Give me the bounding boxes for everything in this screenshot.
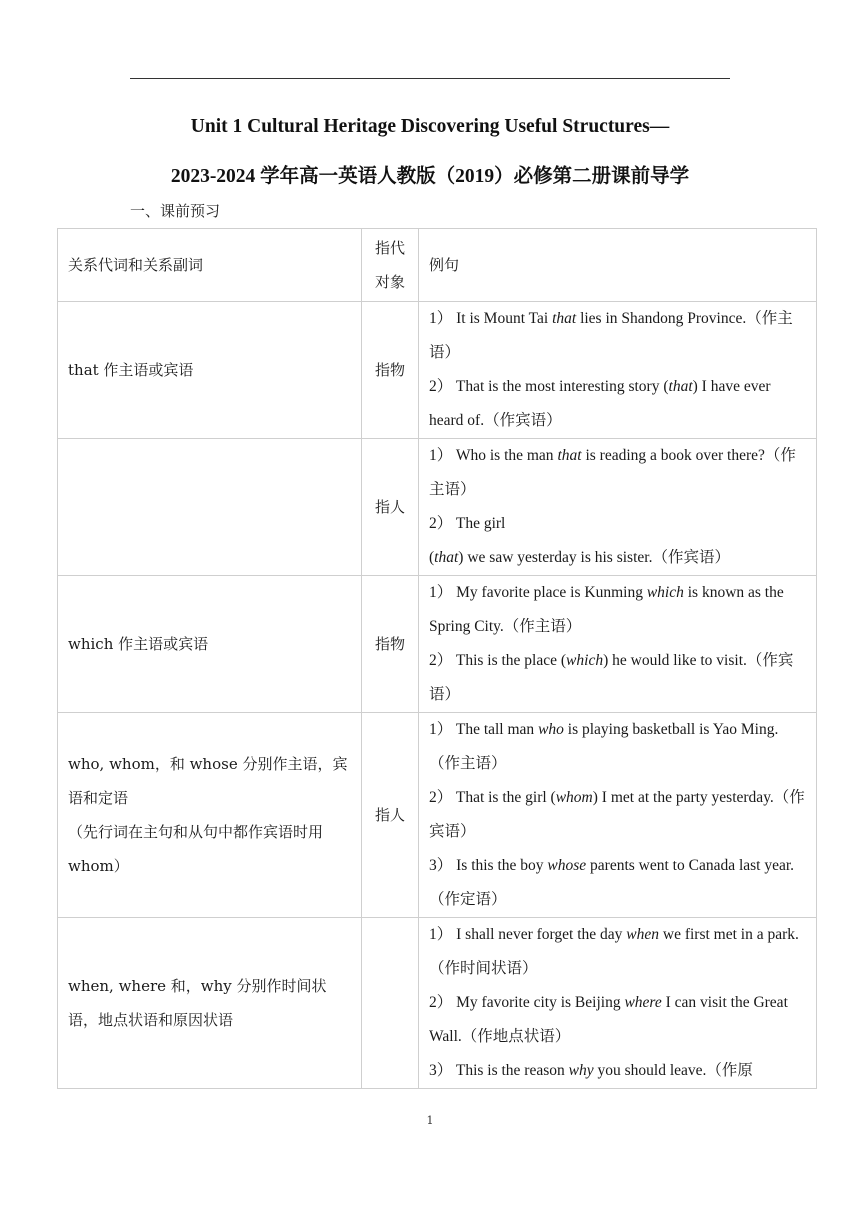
ref-cell: 指人 [362, 713, 419, 918]
header-cell-ref [362, 229, 419, 302]
word-cell: that 作主语或宾语 [58, 302, 362, 439]
example-cell [419, 918, 817, 1089]
header-cell-word: 关系代词和关系副词 [58, 229, 362, 302]
example-sentence: 1） Who is the man that is reading a book over there?（作主语） [429, 447, 796, 498]
example-sentence: 2） That is the girl (whom) I met at the party yesterday.（作宾语） [429, 789, 805, 840]
example-sentence: 2） That is the most interesting story (that) I have ever heard of.（作宾语） [429, 378, 771, 429]
example-sentence: 3） This is the reason why you should leave.（作原 [429, 1062, 753, 1079]
example-sentence: 1） I shall never forget the day when we first met in a park.（作时间状语） [429, 926, 799, 977]
example-cell [419, 576, 817, 713]
page-number: 1 [426, 1114, 434, 1127]
table-row [58, 439, 817, 576]
ref-cell: 指人 [362, 439, 419, 576]
example-cell [419, 713, 817, 918]
example-sentence: 2） My favorite city is Beijing where I can visit the Great Wall.（作地点状语） [429, 994, 788, 1045]
word-cell-note: （先行词在主句和从句中都作宾语时用 whom） [68, 823, 324, 875]
ref-cell: 指物 [362, 576, 419, 713]
example-sentence: 1） It is Mount Tai that lies in Shandong Province.（作主语） [429, 310, 793, 361]
table-header-row [58, 229, 817, 302]
table-row [58, 918, 817, 1089]
document-title-line-2: 2023-2024 学年高一英语人教版（2019）必修第二册课前导学 [170, 166, 690, 187]
word-cell: when, where 和，why 分别作时间状语，地点状语和原因状语 [58, 918, 362, 1089]
table-row [58, 302, 817, 439]
word-cell-main: who, whom，和 whose 分别作主语，宾语和定语 [68, 755, 348, 807]
example-sentence: 2） This is the place (which) he would like to visit.（作宾语） [429, 652, 794, 703]
ref-cell [362, 918, 419, 1089]
table-row [58, 713, 817, 918]
ref-cell: 指物 [362, 302, 419, 439]
header-ref-line-1: 指代 [374, 239, 405, 257]
header-ref-line-2: 对象 [374, 273, 405, 291]
example-sentence: 2） The girl (that) we saw yesterday is his sister.（作宾语） [429, 515, 730, 566]
example-sentence: 1） The tall man who is playing basketball is Yao Ming.（作主语） [429, 721, 779, 772]
example-sentence: 3） Is this the boy whose parents went to Canada last year.（作定语） [429, 857, 795, 908]
relative-clause-table [57, 228, 817, 1089]
header-rule [130, 78, 730, 79]
document-title-line-1: Unit 1 Cultural Heritage Discovering Useful Structures— [190, 116, 670, 137]
word-cell [58, 439, 362, 576]
example-cell [419, 439, 817, 576]
word-cell: which 作主语或宾语 [58, 576, 362, 713]
example-sentence: 1） My favorite place is Kunming which is known as the Spring City.（作主语） [429, 584, 784, 635]
word-cell [58, 713, 362, 918]
section-heading: 一、课前预习 [130, 202, 221, 220]
table-row [58, 576, 817, 713]
header-cell-example: 例句 [419, 229, 817, 302]
example-cell [419, 302, 817, 439]
